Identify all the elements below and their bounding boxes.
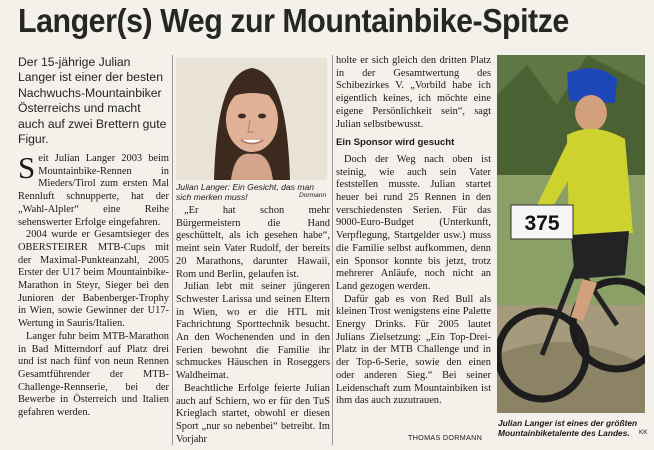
column-divider [172,55,173,445]
col1-paragraph-3: Langer fuhr beim MTB-Marathon in Bad Mitterndorf auf Platz drei und ist nach fünf von neun Rennen Gesamtführender der MTB-Challenge-Rennserie, bei der Bewerbe in Österreich und Italien gefahren werden. [18,330,169,419]
race-number-plate: 375 [524,212,560,235]
col2-paragraph-3: Beachtliche Erfolge feierte Julian auch auf Schiern, wo er für den TuS Krieglach startet, obwohl er diesen Sport „nur so nebenbei“ betreibt. Im Vorjahr [176,382,330,445]
col2-paragraph-1: „Er hat schon mehr Bürgermeistern die Hand geschüttelt, als ich gesehen habe“, meint sein Vater Rudolf, der bereits 20 Marathons, darunter Hawaii, Rom und Berlin, gelaufen ist. [176,205,330,280]
portrait-image [176,58,327,180]
article-column-3 [336,55,491,408]
headline: Langer(s) Weg zur Mountainbike-Spitze [18,2,569,39]
col1-paragraph-1: eit Julian Langer 2003 beim Mountainbike-Rennen in Mieders/Tirol zum ersten Mal Rennluft schnupperte, hat der „Wahl-Alpler“ eine Reihe sehenswerter Erfolge eingefahren. [18,153,169,228]
lead-paragraph: Der 15-jährige Julian Langer ist einer der besten Nachwuchs-Mountainbiker Österreichs und macht auch auf zwei Brettern gute Figur. [18,55,167,147]
col1-paragraph-2: 2004 wurde er Gesamtsieger des OBERSTEIRER MTB-Cups mit der Maximal-Punkteanzahl, 2005 Erster der U17 beim Mountainbike-Marathon in Steyr, Sieger bei den Junioren der Babenberger-Trophy in Wien, sowie Gewinner der U17-Wertung in Sauris/Italien. [18,229,169,330]
mountainbike-caption: Julian Langer ist eines der größten Mountainbiketalente des Landes. [498,418,638,438]
article-column-1 [18,150,169,420]
photo-credit: THOMAS DORMANN [408,433,483,442]
col3-paragraph-2: Doch der Weg nach oben ist steinig, wie auch sein Vater feststellen musste. Julian startet heuer bei rund 25 Rennen in den verschiedensten Serien. Für das 9000-Euro-Budget (Unterkunft, Verpflegung, Startgelder usw.) muss die Familie selbst aufkommen, denn ein Sponsor konnte bis jetzt, trotz mehrerer Anläufe, noch nicht an Land gezogen werden. [336,153,491,292]
mountainbike-image [497,55,645,413]
article-column-2 [176,205,330,446]
column-divider [332,55,333,445]
col3-paragraph-3: Dafür gab es von Red Bull als kleinen Trost wenigstens eine Palette Energy Drinks. Für 2005 lautet Julians Zielsetzung: „Ein Top-Drei-Platz in der MTB Challenge und in der Top-6-Serie, sowie den einen oder anderen Sieg.“ Bei seiner Leidenschaft zum Mountainbiken ist ihm das auch zuzutrauen. [336,293,491,407]
caption-credit: KK [639,429,648,436]
drop-cap: S [18,150,36,185]
col2-paragraph-2: Julian lebt mit seiner jüngeren Schwester Larissa und seinen Eltern in Wien, wo er die HTL mit Fachrichtung Sporttechnik besucht. An den Wochenenden und in den Ferien bewohnt die Familie ihr schmuckes Häuschen in Roseggers Waldheimat. [176,281,330,382]
mountainbike-photo [497,55,645,413]
subheading: Ein Sponsor wird gesucht [336,137,455,149]
portrait-caption: Julian Langer: Ein Gesicht, das man sich merken muss! [176,182,315,202]
portrait-photo [176,58,327,180]
portrait-credit: Dormann [299,192,327,199]
col3-paragraph-1: holte er sich gleich den dritten Platz in der Gesamtwertung des Schibezirkes V. „Vorbild habe ich eigentlich keines, ich möchte eine eigene Persönlichkeit sein“, sagt Julian selbstbewusst. [336,55,491,130]
